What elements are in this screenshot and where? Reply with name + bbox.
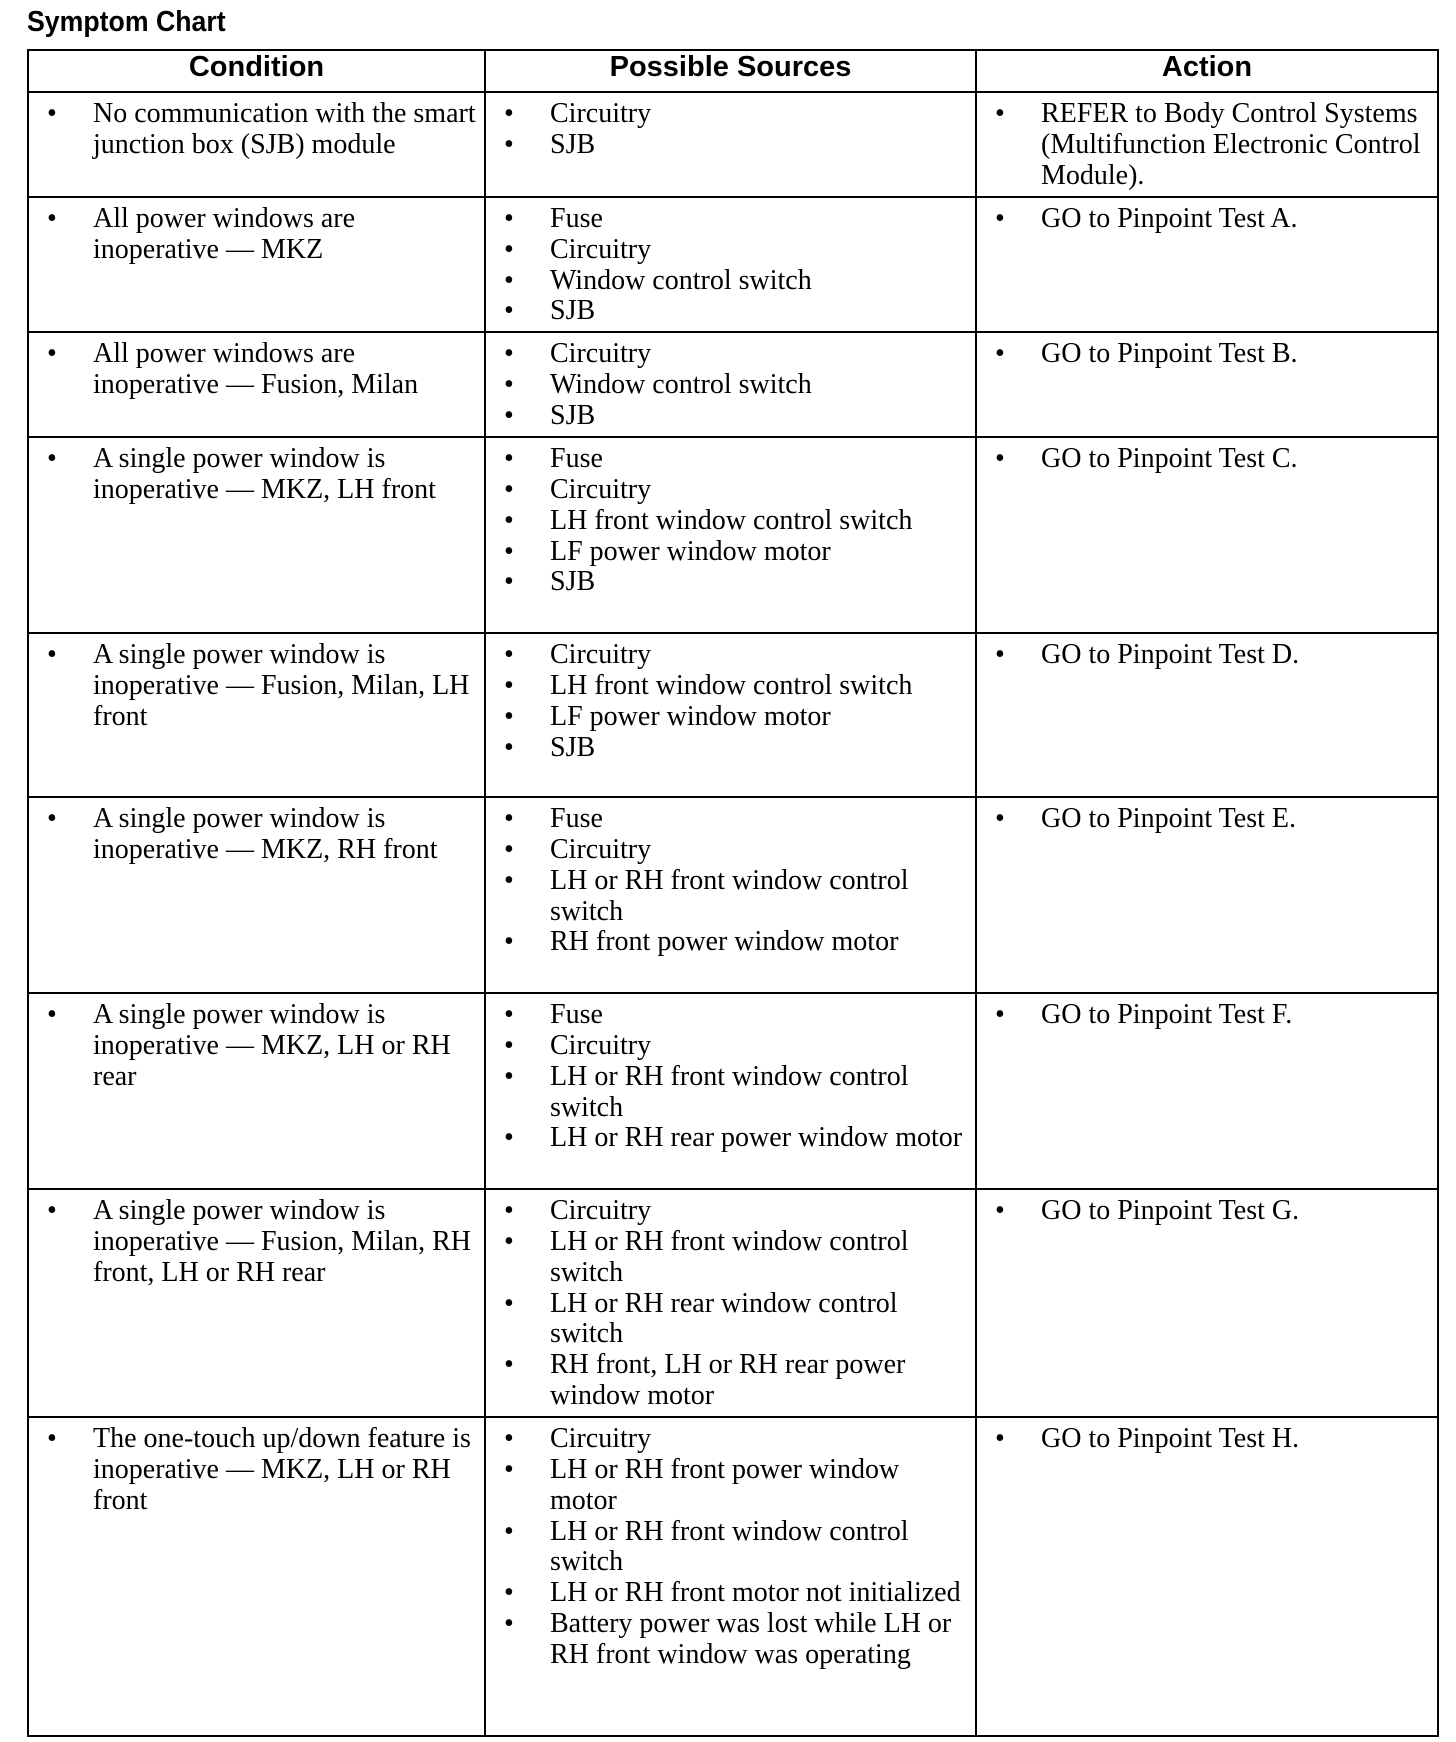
page-title: Symptom Chart xyxy=(27,6,226,38)
sources-cell xyxy=(485,332,976,437)
sources-cell xyxy=(485,993,976,1189)
condition-cell xyxy=(28,92,485,197)
list-item: • LH or RH front window control switch xyxy=(494,1517,967,1579)
sources-cell xyxy=(485,92,976,197)
header-possible-sources: Possible Sources xyxy=(485,50,976,92)
list-item: • GO to Pinpoint Test C. xyxy=(985,444,1429,475)
condition-cell xyxy=(28,1189,485,1417)
action-cell xyxy=(976,437,1438,633)
list-item: • Circuitry xyxy=(494,1424,967,1455)
condition-cell xyxy=(28,197,485,332)
action-cell xyxy=(976,92,1438,197)
condition-cell xyxy=(28,633,485,797)
list-item: • LH or RH front window control switch xyxy=(494,1062,967,1124)
table-row xyxy=(28,1417,1438,1736)
condition-cell xyxy=(28,993,485,1189)
list-item: • REFER to Body Control Systems (Multifunction Electronic Control Module). xyxy=(985,99,1429,191)
list-item: • No communication with the smart junction box (SJB) module xyxy=(37,99,476,161)
list-item: • LF power window motor xyxy=(494,537,967,568)
list-item: • GO to Pinpoint Test F. xyxy=(985,1000,1429,1031)
condition-cell xyxy=(28,332,485,437)
list-item: • Fuse xyxy=(494,1000,967,1031)
action-cell xyxy=(976,633,1438,797)
action-cell xyxy=(976,1189,1438,1417)
list-item: • LH or RH front window control switch xyxy=(494,1227,967,1289)
sources-cell xyxy=(485,797,976,993)
list-item: • The one-touch up/down feature is inoperative — MKZ, LH or RH front xyxy=(37,1424,476,1516)
list-item: • LH or RH rear power window motor xyxy=(494,1123,967,1154)
list-item: • GO to Pinpoint Test B. xyxy=(985,339,1429,370)
table-row xyxy=(28,437,1438,633)
list-item: • Circuitry xyxy=(494,640,967,671)
list-item: • Battery power was lost while LH or RH front window was operating xyxy=(494,1609,967,1671)
header-row xyxy=(28,50,1438,92)
table-row xyxy=(28,332,1438,437)
list-item: • Circuitry xyxy=(494,1031,967,1062)
list-item: • SJB xyxy=(494,567,967,598)
list-item: • LH or RH front power window motor xyxy=(494,1455,967,1517)
list-item: • GO to Pinpoint Test G. xyxy=(985,1196,1429,1227)
sources-cell xyxy=(485,197,976,332)
list-item: • Circuitry xyxy=(494,235,967,266)
list-item: • All power windows are inoperative — Fusion, Milan xyxy=(37,339,476,401)
list-item: • Window control switch xyxy=(494,370,967,401)
list-item: • Fuse xyxy=(494,204,967,235)
table-row xyxy=(28,1189,1438,1417)
list-item: • LH or RH front window control switch xyxy=(494,866,967,928)
list-item: • GO to Pinpoint Test H. xyxy=(985,1424,1429,1455)
list-item: • Circuitry xyxy=(494,339,967,370)
list-item: • Fuse xyxy=(494,444,967,475)
header-condition: Condition xyxy=(28,50,485,92)
table-row xyxy=(28,197,1438,332)
list-item: • Circuitry xyxy=(494,1196,967,1227)
list-item: • A single power window is inoperative — Fusion, Milan, RH front, LH or RH rear xyxy=(37,1196,476,1288)
symptom-chart-table xyxy=(27,49,1439,1737)
list-item: • A single power window is inoperative — MKZ, LH front xyxy=(37,444,476,506)
list-item: • LH or RH rear window control switch xyxy=(494,1289,967,1351)
list-item: • SJB xyxy=(494,130,967,161)
list-item: • SJB xyxy=(494,733,967,764)
list-item: • LH front window control switch xyxy=(494,506,967,537)
sources-cell xyxy=(485,1189,976,1417)
list-item: • GO to Pinpoint Test D. xyxy=(985,640,1429,671)
list-item: • LF power window motor xyxy=(494,702,967,733)
list-item: • RH front power window motor xyxy=(494,927,967,958)
list-item: • All power windows are inoperative — MKZ xyxy=(37,204,476,266)
condition-cell xyxy=(28,1417,485,1736)
table-row xyxy=(28,633,1438,797)
action-cell xyxy=(976,797,1438,993)
list-item: • SJB xyxy=(494,401,967,432)
action-cell xyxy=(976,1417,1438,1736)
list-item: • GO to Pinpoint Test A. xyxy=(985,204,1429,235)
condition-cell xyxy=(28,437,485,633)
list-item: • Circuitry xyxy=(494,99,967,130)
sources-cell xyxy=(485,633,976,797)
sources-cell xyxy=(485,1417,976,1736)
action-cell xyxy=(976,332,1438,437)
condition-cell xyxy=(28,797,485,993)
table-row xyxy=(28,92,1438,197)
list-item: • LH or RH front motor not initialized xyxy=(494,1578,967,1609)
list-item: • A single power window is inoperative — MKZ, LH or RH rear xyxy=(37,1000,476,1092)
table-row xyxy=(28,797,1438,993)
sources-cell xyxy=(485,437,976,633)
header-action: Action xyxy=(976,50,1438,92)
list-item: • Circuitry xyxy=(494,835,967,866)
list-item: • Window control switch xyxy=(494,266,967,297)
list-item: • A single power window is inoperative — MKZ, RH front xyxy=(37,804,476,866)
action-cell xyxy=(976,993,1438,1189)
table-row xyxy=(28,993,1438,1189)
list-item: • GO to Pinpoint Test E. xyxy=(985,804,1429,835)
list-item: • Circuitry xyxy=(494,475,967,506)
list-item: • Fuse xyxy=(494,804,967,835)
list-item: • RH front, LH or RH rear power window motor xyxy=(494,1350,967,1412)
action-cell xyxy=(976,197,1438,332)
list-item: • A single power window is inoperative — Fusion, Milan, LH front xyxy=(37,640,476,732)
list-item: • LH front window control switch xyxy=(494,671,967,702)
list-item: • SJB xyxy=(494,296,967,327)
